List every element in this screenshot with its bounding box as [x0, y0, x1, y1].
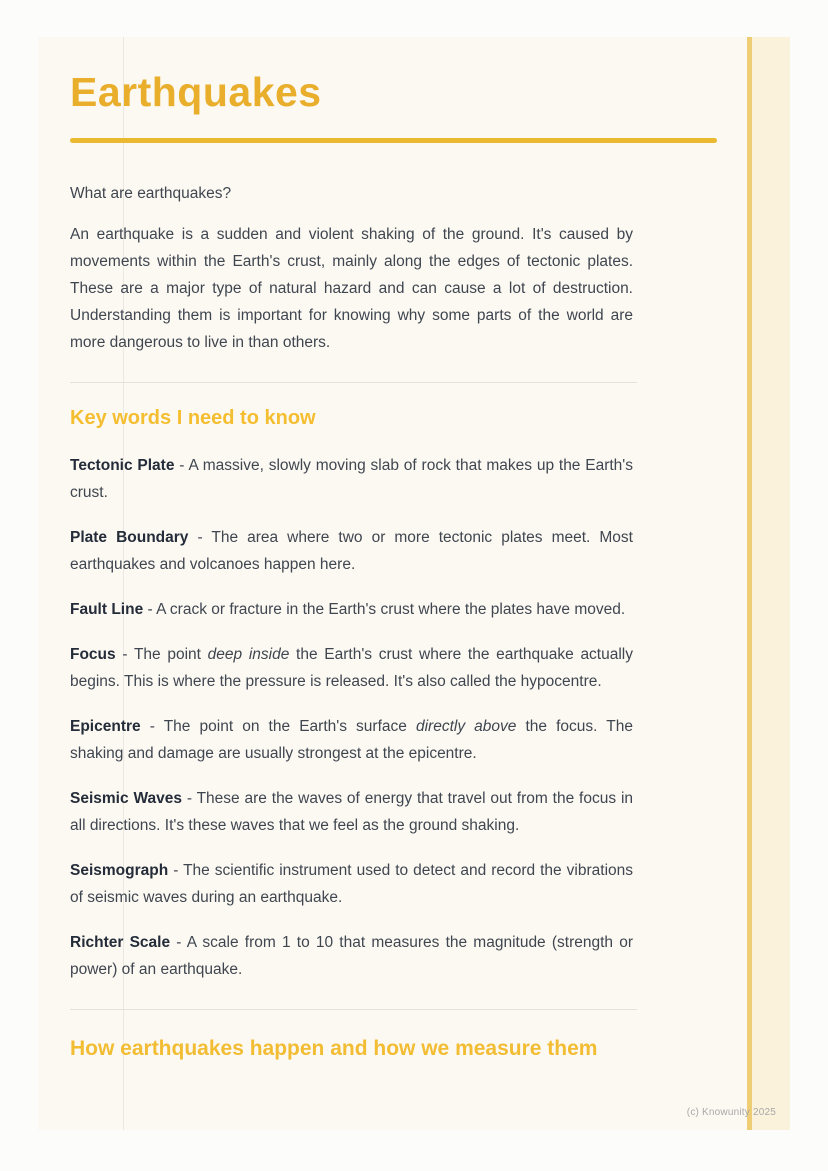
- definition-separator: -: [143, 601, 157, 619]
- definition-text: The area where two or more tectonic plates meet. Most earthquakes and volcanoes happen here.: [70, 529, 633, 574]
- definition-separator: -: [181, 790, 197, 808]
- definition-term: Plate Boundary: [70, 529, 189, 547]
- next-section-heading: How earthquakes happen and how we measure them: [70, 1037, 598, 1061]
- section-divider: [70, 1009, 637, 1010]
- definition-separator: -: [188, 529, 212, 547]
- definition-term: Fault Line: [70, 601, 144, 619]
- definition-seismograph: [70, 857, 633, 911]
- page-title: Earthquakes: [70, 69, 322, 115]
- definition-term: Focus: [70, 646, 116, 664]
- document-content: [70, 37, 633, 1064]
- definition-term: Seismic Waves: [70, 790, 182, 808]
- definition-term: Richter Scale: [70, 934, 171, 952]
- definition-separator: -: [140, 718, 164, 736]
- definition-separator: -: [170, 934, 187, 952]
- definition-term: Epicentre: [70, 718, 141, 736]
- definition-tectonic-plate: [70, 452, 633, 506]
- definition-separator: -: [115, 646, 134, 664]
- notebook-margin-line: [747, 37, 752, 1130]
- definition-text: the focus. The shaking and damage are usually strongest at the epicentre.: [70, 718, 633, 763]
- definition-epicentre: [70, 713, 633, 767]
- intro-paragraph: An earthquake is a sudden and violent shaking of the ground. It's caused by movements within the Earth's crust, mainly along the edges of tectonic plates. These are a major type of natural hazard and can cause a lot of destruction. Understanding them is important for knowing why some parts of the world are more dangerous to live in than others.: [70, 226, 633, 352]
- definition-richter-scale: [70, 929, 633, 983]
- definition-text: The scientific instrument used to detect and record the vibrations of seismic waves during an earthquake.: [70, 862, 634, 907]
- definition-text: The point on the Earth's surface: [163, 718, 416, 736]
- definition-focus: [70, 641, 633, 695]
- keywords-heading: Key words I need to know: [70, 407, 316, 430]
- definition-plate-boundary: [70, 524, 633, 578]
- intro-question: What are earthquakes?: [70, 185, 232, 203]
- definition-text: the Earth's crust where the earthquake actually begins. This is where the pressure is released. It's also called the hypocentre.: [70, 646, 633, 691]
- section-divider: [70, 382, 637, 383]
- definition-separator: -: [168, 862, 184, 880]
- copyright-watermark: (c) Knowunity 2025: [686, 1107, 776, 1118]
- definition-term: Seismograph: [70, 862, 169, 880]
- definition-text: A crack or fracture in the Earth's crust where the plates have moved.: [156, 601, 626, 619]
- definition-term: Tectonic Plate: [70, 457, 175, 475]
- title-underline-rule: [70, 138, 717, 143]
- definition-text: A scale from 1 to 10 that measures the magnitude (strength or power) of an earthquake.: [70, 934, 633, 979]
- definition-italic: directly above: [415, 718, 517, 736]
- definition-text: These are the waves of energy that travel out from the focus in all directions. It's these waves that we feel as the ground shaking.: [70, 790, 634, 835]
- definition-text: A massive, slowly moving slab of rock that makes up the Earth's crust.: [70, 457, 634, 502]
- definition-separator: -: [174, 457, 189, 475]
- notebook-margin-strip: [752, 37, 790, 1130]
- definition-fault-line: [70, 596, 633, 623]
- definition-text: The point: [133, 646, 208, 664]
- definition-italic: deep inside: [207, 646, 290, 664]
- document-page: [38, 37, 790, 1130]
- definition-seismic-waves: [70, 785, 633, 839]
